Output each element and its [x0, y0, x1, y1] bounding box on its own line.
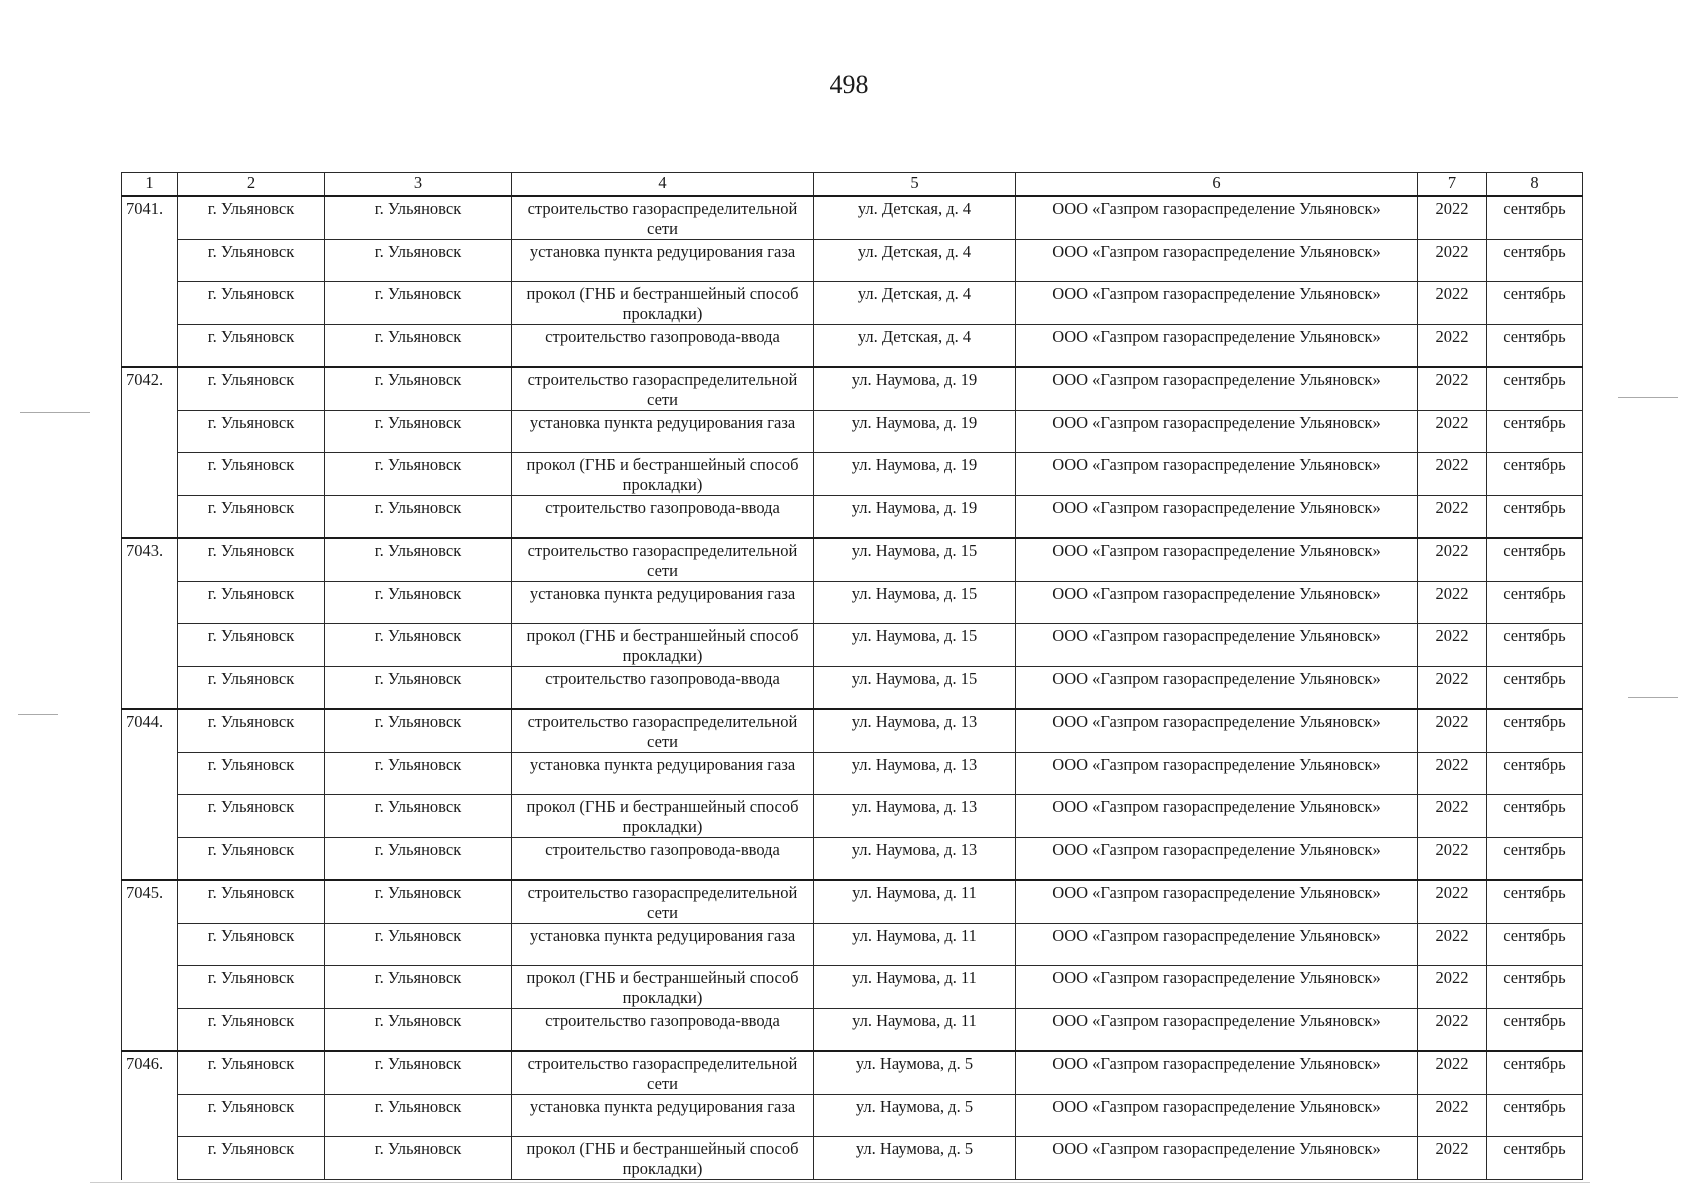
table-row: [122, 624, 1583, 667]
address-cell: ул. Наумова, д. 19: [814, 453, 1016, 496]
row-number-cell: 7043.: [122, 538, 178, 582]
organization-cell: ООО «Газпром газораспределение Ульяновск»: [1016, 709, 1418, 753]
organization-cell: ООО «Газпром газораспределение Ульяновск»: [1016, 1095, 1418, 1137]
organization-cell: ООО «Газпром газораспределение Ульяновск»: [1016, 1009, 1418, 1052]
address-cell: ул. Наумова, д. 11: [814, 1009, 1016, 1052]
month-cell: сентябрь: [1487, 880, 1583, 924]
row-number-cell: 7041.: [122, 196, 178, 240]
work-type-cell: строительство газопровода-ввода: [512, 667, 814, 710]
locality-cell: г. Ульяновск: [325, 196, 512, 240]
row-number-cell: [122, 667, 178, 710]
month-cell: сентябрь: [1487, 667, 1583, 710]
year-cell: 2022: [1418, 538, 1487, 582]
table-row: [122, 753, 1583, 795]
year-cell: 2022: [1418, 1137, 1487, 1180]
locality-cell: г. Ульяновск: [325, 795, 512, 838]
month-cell: сентябрь: [1487, 367, 1583, 411]
address-cell: ул. Наумова, д. 15: [814, 667, 1016, 710]
address-cell: ул. Детская, д. 4: [814, 282, 1016, 325]
address-cell: ул. Наумова, д. 5: [814, 1051, 1016, 1095]
organization-cell: ООО «Газпром газораспределение Ульяновск»: [1016, 582, 1418, 624]
settlement-cell: г. Ульяновск: [178, 411, 325, 453]
month-cell: сентябрь: [1487, 1095, 1583, 1137]
month-cell: сентябрь: [1487, 624, 1583, 667]
row-number-cell: [122, 795, 178, 838]
locality-cell: г. Ульяновск: [325, 1137, 512, 1180]
settlement-cell: г. Ульяновск: [178, 709, 325, 753]
settlement-cell: г. Ульяновск: [178, 282, 325, 325]
row-number-cell: [122, 282, 178, 325]
row-number-cell: 7042.: [122, 367, 178, 411]
year-cell: 2022: [1418, 453, 1487, 496]
settlement-cell: г. Ульяновск: [178, 367, 325, 411]
address-cell: ул. Наумова, д. 15: [814, 538, 1016, 582]
organization-cell: ООО «Газпром газораспределение Ульяновск»: [1016, 538, 1418, 582]
scan-artifact: [1618, 397, 1678, 398]
month-cell: сентябрь: [1487, 538, 1583, 582]
row-number-cell: [122, 924, 178, 966]
table-row: [122, 367, 1583, 411]
organization-cell: ООО «Газпром газораспределение Ульяновск»: [1016, 1051, 1418, 1095]
settlement-cell: г. Ульяновск: [178, 924, 325, 966]
organization-cell: ООО «Газпром газораспределение Ульяновск»: [1016, 667, 1418, 710]
work-type-cell: строительство газораспределительной сети: [512, 1051, 814, 1095]
work-type-cell: прокол (ГНБ и бестраншейный способ прокладки): [512, 453, 814, 496]
settlement-cell: г. Ульяновск: [178, 240, 325, 282]
table-body: [122, 196, 1583, 1180]
locality-cell: г. Ульяновск: [325, 538, 512, 582]
organization-cell: ООО «Газпром газораспределение Ульяновск»: [1016, 795, 1418, 838]
year-cell: 2022: [1418, 1095, 1487, 1137]
organization-cell: ООО «Газпром газораспределение Ульяновск»: [1016, 880, 1418, 924]
address-cell: ул. Детская, д. 4: [814, 325, 1016, 368]
locality-cell: г. Ульяновск: [325, 240, 512, 282]
header-cell: 2: [178, 173, 325, 197]
settlement-cell: г. Ульяновск: [178, 880, 325, 924]
organization-cell: ООО «Газпром газораспределение Ульяновск»: [1016, 411, 1418, 453]
table-row: [122, 196, 1583, 240]
address-cell: ул. Наумова, д. 19: [814, 367, 1016, 411]
organization-cell: ООО «Газпром газораспределение Ульяновск»: [1016, 367, 1418, 411]
organization-cell: ООО «Газпром газораспределение Ульяновск»: [1016, 753, 1418, 795]
table-row: [122, 453, 1583, 496]
address-cell: ул. Наумова, д. 13: [814, 709, 1016, 753]
organization-cell: ООО «Газпром газораспределение Ульяновск»: [1016, 240, 1418, 282]
page-number: 498: [829, 70, 869, 99]
settlement-cell: г. Ульяновск: [178, 1051, 325, 1095]
work-type-cell: строительство газораспределительной сети: [512, 367, 814, 411]
year-cell: 2022: [1418, 795, 1487, 838]
header-cell: 7: [1418, 173, 1487, 197]
year-cell: 2022: [1418, 838, 1487, 881]
locality-cell: г. Ульяновск: [325, 1095, 512, 1137]
month-cell: сентябрь: [1487, 709, 1583, 753]
scan-artifact: [20, 412, 90, 413]
organization-cell: ООО «Газпром газораспределение Ульяновск»: [1016, 496, 1418, 539]
address-cell: ул. Наумова, д. 19: [814, 496, 1016, 539]
table-row: [122, 880, 1583, 924]
locality-cell: г. Ульяновск: [325, 880, 512, 924]
work-type-cell: установка пункта редуцирования газа: [512, 240, 814, 282]
table-row: [122, 966, 1583, 1009]
address-cell: ул. Наумова, д. 19: [814, 411, 1016, 453]
table-row: [122, 1095, 1583, 1137]
year-cell: 2022: [1418, 325, 1487, 368]
table-row: [122, 582, 1583, 624]
locality-cell: г. Ульяновск: [325, 924, 512, 966]
month-cell: сентябрь: [1487, 795, 1583, 838]
locality-cell: г. Ульяновск: [325, 667, 512, 710]
organization-cell: ООО «Газпром газораспределение Ульяновск»: [1016, 838, 1418, 881]
year-cell: 2022: [1418, 667, 1487, 710]
year-cell: 2022: [1418, 1051, 1487, 1095]
table-row: [122, 538, 1583, 582]
address-cell: ул. Наумова, д. 5: [814, 1137, 1016, 1180]
address-cell: ул. Наумова, д. 11: [814, 880, 1016, 924]
month-cell: сентябрь: [1487, 282, 1583, 325]
month-cell: сентябрь: [1487, 966, 1583, 1009]
organization-cell: ООО «Газпром газораспределение Ульяновск»: [1016, 624, 1418, 667]
locality-cell: г. Ульяновск: [325, 496, 512, 539]
row-number-cell: 7046.: [122, 1051, 178, 1095]
work-type-cell: прокол (ГНБ и бестраншейный способ прокладки): [512, 1137, 814, 1180]
work-type-cell: строительство газораспределительной сети: [512, 538, 814, 582]
work-type-cell: строительство газопровода-ввода: [512, 838, 814, 881]
year-cell: 2022: [1418, 582, 1487, 624]
work-type-cell: строительство газопровода-ввода: [512, 325, 814, 368]
table-row: [122, 838, 1583, 881]
year-cell: 2022: [1418, 196, 1487, 240]
table-row: [122, 1137, 1583, 1180]
month-cell: сентябрь: [1487, 325, 1583, 368]
row-number-cell: [122, 325, 178, 368]
locality-cell: г. Ульяновск: [325, 411, 512, 453]
address-cell: ул. Наумова, д. 13: [814, 838, 1016, 881]
organization-cell: ООО «Газпром газораспределение Ульяновск»: [1016, 453, 1418, 496]
month-cell: сентябрь: [1487, 196, 1583, 240]
month-cell: сентябрь: [1487, 240, 1583, 282]
row-number-cell: [122, 966, 178, 1009]
work-type-cell: установка пункта редуцирования газа: [512, 411, 814, 453]
table-row: [122, 325, 1583, 368]
table-row: [122, 496, 1583, 539]
month-cell: сентябрь: [1487, 411, 1583, 453]
row-number-cell: [122, 240, 178, 282]
settlement-cell: г. Ульяновск: [178, 1009, 325, 1052]
row-number-cell: [122, 1095, 178, 1137]
work-type-cell: прокол (ГНБ и бестраншейный способ прокладки): [512, 966, 814, 1009]
work-type-cell: установка пункта редуцирования газа: [512, 753, 814, 795]
header-cell: 8: [1487, 173, 1583, 197]
table-row: [122, 924, 1583, 966]
year-cell: 2022: [1418, 880, 1487, 924]
row-number-cell: [122, 453, 178, 496]
header-cell: 5: [814, 173, 1016, 197]
settlement-cell: г. Ульяновск: [178, 753, 325, 795]
month-cell: сентябрь: [1487, 1051, 1583, 1095]
settlement-cell: г. Ульяновск: [178, 453, 325, 496]
locality-cell: г. Ульяновск: [325, 709, 512, 753]
row-number-cell: [122, 582, 178, 624]
organization-cell: ООО «Газпром газораспределение Ульяновск»: [1016, 282, 1418, 325]
settlement-cell: г. Ульяновск: [178, 496, 325, 539]
year-cell: 2022: [1418, 367, 1487, 411]
month-cell: сентябрь: [1487, 753, 1583, 795]
work-type-cell: строительство газопровода-ввода: [512, 496, 814, 539]
locality-cell: г. Ульяновск: [325, 838, 512, 881]
locality-cell: г. Ульяновск: [325, 1051, 512, 1095]
year-cell: 2022: [1418, 753, 1487, 795]
month-cell: сентябрь: [1487, 582, 1583, 624]
table-row: [122, 795, 1583, 838]
row-number-cell: [122, 1137, 178, 1180]
header-cell: 1: [122, 173, 178, 197]
locality-cell: г. Ульяновск: [325, 367, 512, 411]
table-row: [122, 1009, 1583, 1052]
work-type-cell: установка пункта редуцирования газа: [512, 1095, 814, 1137]
organization-cell: ООО «Газпром газораспределение Ульяновск»: [1016, 196, 1418, 240]
settlement-cell: г. Ульяновск: [178, 538, 325, 582]
table-row: [122, 1051, 1583, 1095]
work-type-cell: строительство газораспределительной сети: [512, 196, 814, 240]
work-type-cell: прокол (ГНБ и бестраншейный способ прокладки): [512, 795, 814, 838]
work-type-cell: строительство газопровода-ввода: [512, 1009, 814, 1052]
year-cell: 2022: [1418, 966, 1487, 1009]
address-cell: ул. Детская, д. 4: [814, 196, 1016, 240]
year-cell: 2022: [1418, 282, 1487, 325]
row-number-cell: [122, 1009, 178, 1052]
header-cell: 6: [1016, 173, 1418, 197]
table-row: [122, 282, 1583, 325]
address-cell: ул. Наумова, д. 13: [814, 753, 1016, 795]
year-cell: 2022: [1418, 709, 1487, 753]
organization-cell: ООО «Газпром газораспределение Ульяновск»: [1016, 924, 1418, 966]
month-cell: сентябрь: [1487, 838, 1583, 881]
scan-artifact: [18, 714, 58, 715]
row-number-cell: 7045.: [122, 880, 178, 924]
row-number-cell: 7044.: [122, 709, 178, 753]
year-cell: 2022: [1418, 1009, 1487, 1052]
scan-artifact: [90, 1182, 1590, 1183]
address-cell: ул. Наумова, д. 15: [814, 624, 1016, 667]
year-cell: 2022: [1418, 924, 1487, 966]
month-cell: сентябрь: [1487, 496, 1583, 539]
header-row: [122, 173, 1583, 197]
settlement-cell: г. Ульяновск: [178, 196, 325, 240]
organization-cell: ООО «Газпром газораспределение Ульяновск»: [1016, 325, 1418, 368]
work-type-cell: установка пункта редуцирования газа: [512, 582, 814, 624]
work-type-cell: прокол (ГНБ и бестраншейный способ прокладки): [512, 282, 814, 325]
locality-cell: г. Ульяновск: [325, 453, 512, 496]
work-type-cell: строительство газораспределительной сети: [512, 709, 814, 753]
year-cell: 2022: [1418, 411, 1487, 453]
month-cell: сентябрь: [1487, 1137, 1583, 1180]
settlement-cell: г. Ульяновск: [178, 966, 325, 1009]
year-cell: 2022: [1418, 240, 1487, 282]
locality-cell: г. Ульяновск: [325, 624, 512, 667]
header-cell: 3: [325, 173, 512, 197]
row-number-cell: [122, 496, 178, 539]
locality-cell: г. Ульяновск: [325, 1009, 512, 1052]
settlement-cell: г. Ульяновск: [178, 667, 325, 710]
address-cell: ул. Наумова, д. 11: [814, 924, 1016, 966]
header-cell: 4: [512, 173, 814, 197]
month-cell: сентябрь: [1487, 1009, 1583, 1052]
work-type-cell: прокол (ГНБ и бестраншейный способ прокладки): [512, 624, 814, 667]
locality-cell: г. Ульяновск: [325, 582, 512, 624]
scan-artifact: [1628, 697, 1678, 698]
address-cell: ул. Наумова, д. 11: [814, 966, 1016, 1009]
table-row: [122, 411, 1583, 453]
table-row: [122, 240, 1583, 282]
row-number-cell: [122, 753, 178, 795]
address-cell: ул. Наумова, д. 5: [814, 1095, 1016, 1137]
settlement-cell: г. Ульяновск: [178, 582, 325, 624]
organization-cell: ООО «Газпром газораспределение Ульяновск»: [1016, 1137, 1418, 1180]
locality-cell: г. Ульяновск: [325, 966, 512, 1009]
table-row: [122, 709, 1583, 753]
address-cell: ул. Детская, д. 4: [814, 240, 1016, 282]
work-type-cell: установка пункта редуцирования газа: [512, 924, 814, 966]
settlement-cell: г. Ульяновск: [178, 624, 325, 667]
address-cell: ул. Наумова, д. 13: [814, 795, 1016, 838]
address-cell: ул. Наумова, д. 15: [814, 582, 1016, 624]
row-number-cell: [122, 624, 178, 667]
settlement-cell: г. Ульяновск: [178, 838, 325, 881]
settlement-cell: г. Ульяновск: [178, 1137, 325, 1180]
register-table: [121, 172, 1583, 1180]
settlement-cell: г. Ульяновск: [178, 795, 325, 838]
row-number-cell: [122, 411, 178, 453]
work-type-cell: строительство газораспределительной сети: [512, 880, 814, 924]
locality-cell: г. Ульяновск: [325, 282, 512, 325]
settlement-cell: г. Ульяновск: [178, 1095, 325, 1137]
month-cell: сентябрь: [1487, 924, 1583, 966]
month-cell: сентябрь: [1487, 453, 1583, 496]
row-number-cell: [122, 838, 178, 881]
year-cell: 2022: [1418, 624, 1487, 667]
organization-cell: ООО «Газпром газораспределение Ульяновск»: [1016, 966, 1418, 1009]
locality-cell: г. Ульяновск: [325, 325, 512, 368]
settlement-cell: г. Ульяновск: [178, 325, 325, 368]
table-row: [122, 667, 1583, 710]
locality-cell: г. Ульяновск: [325, 753, 512, 795]
year-cell: 2022: [1418, 496, 1487, 539]
